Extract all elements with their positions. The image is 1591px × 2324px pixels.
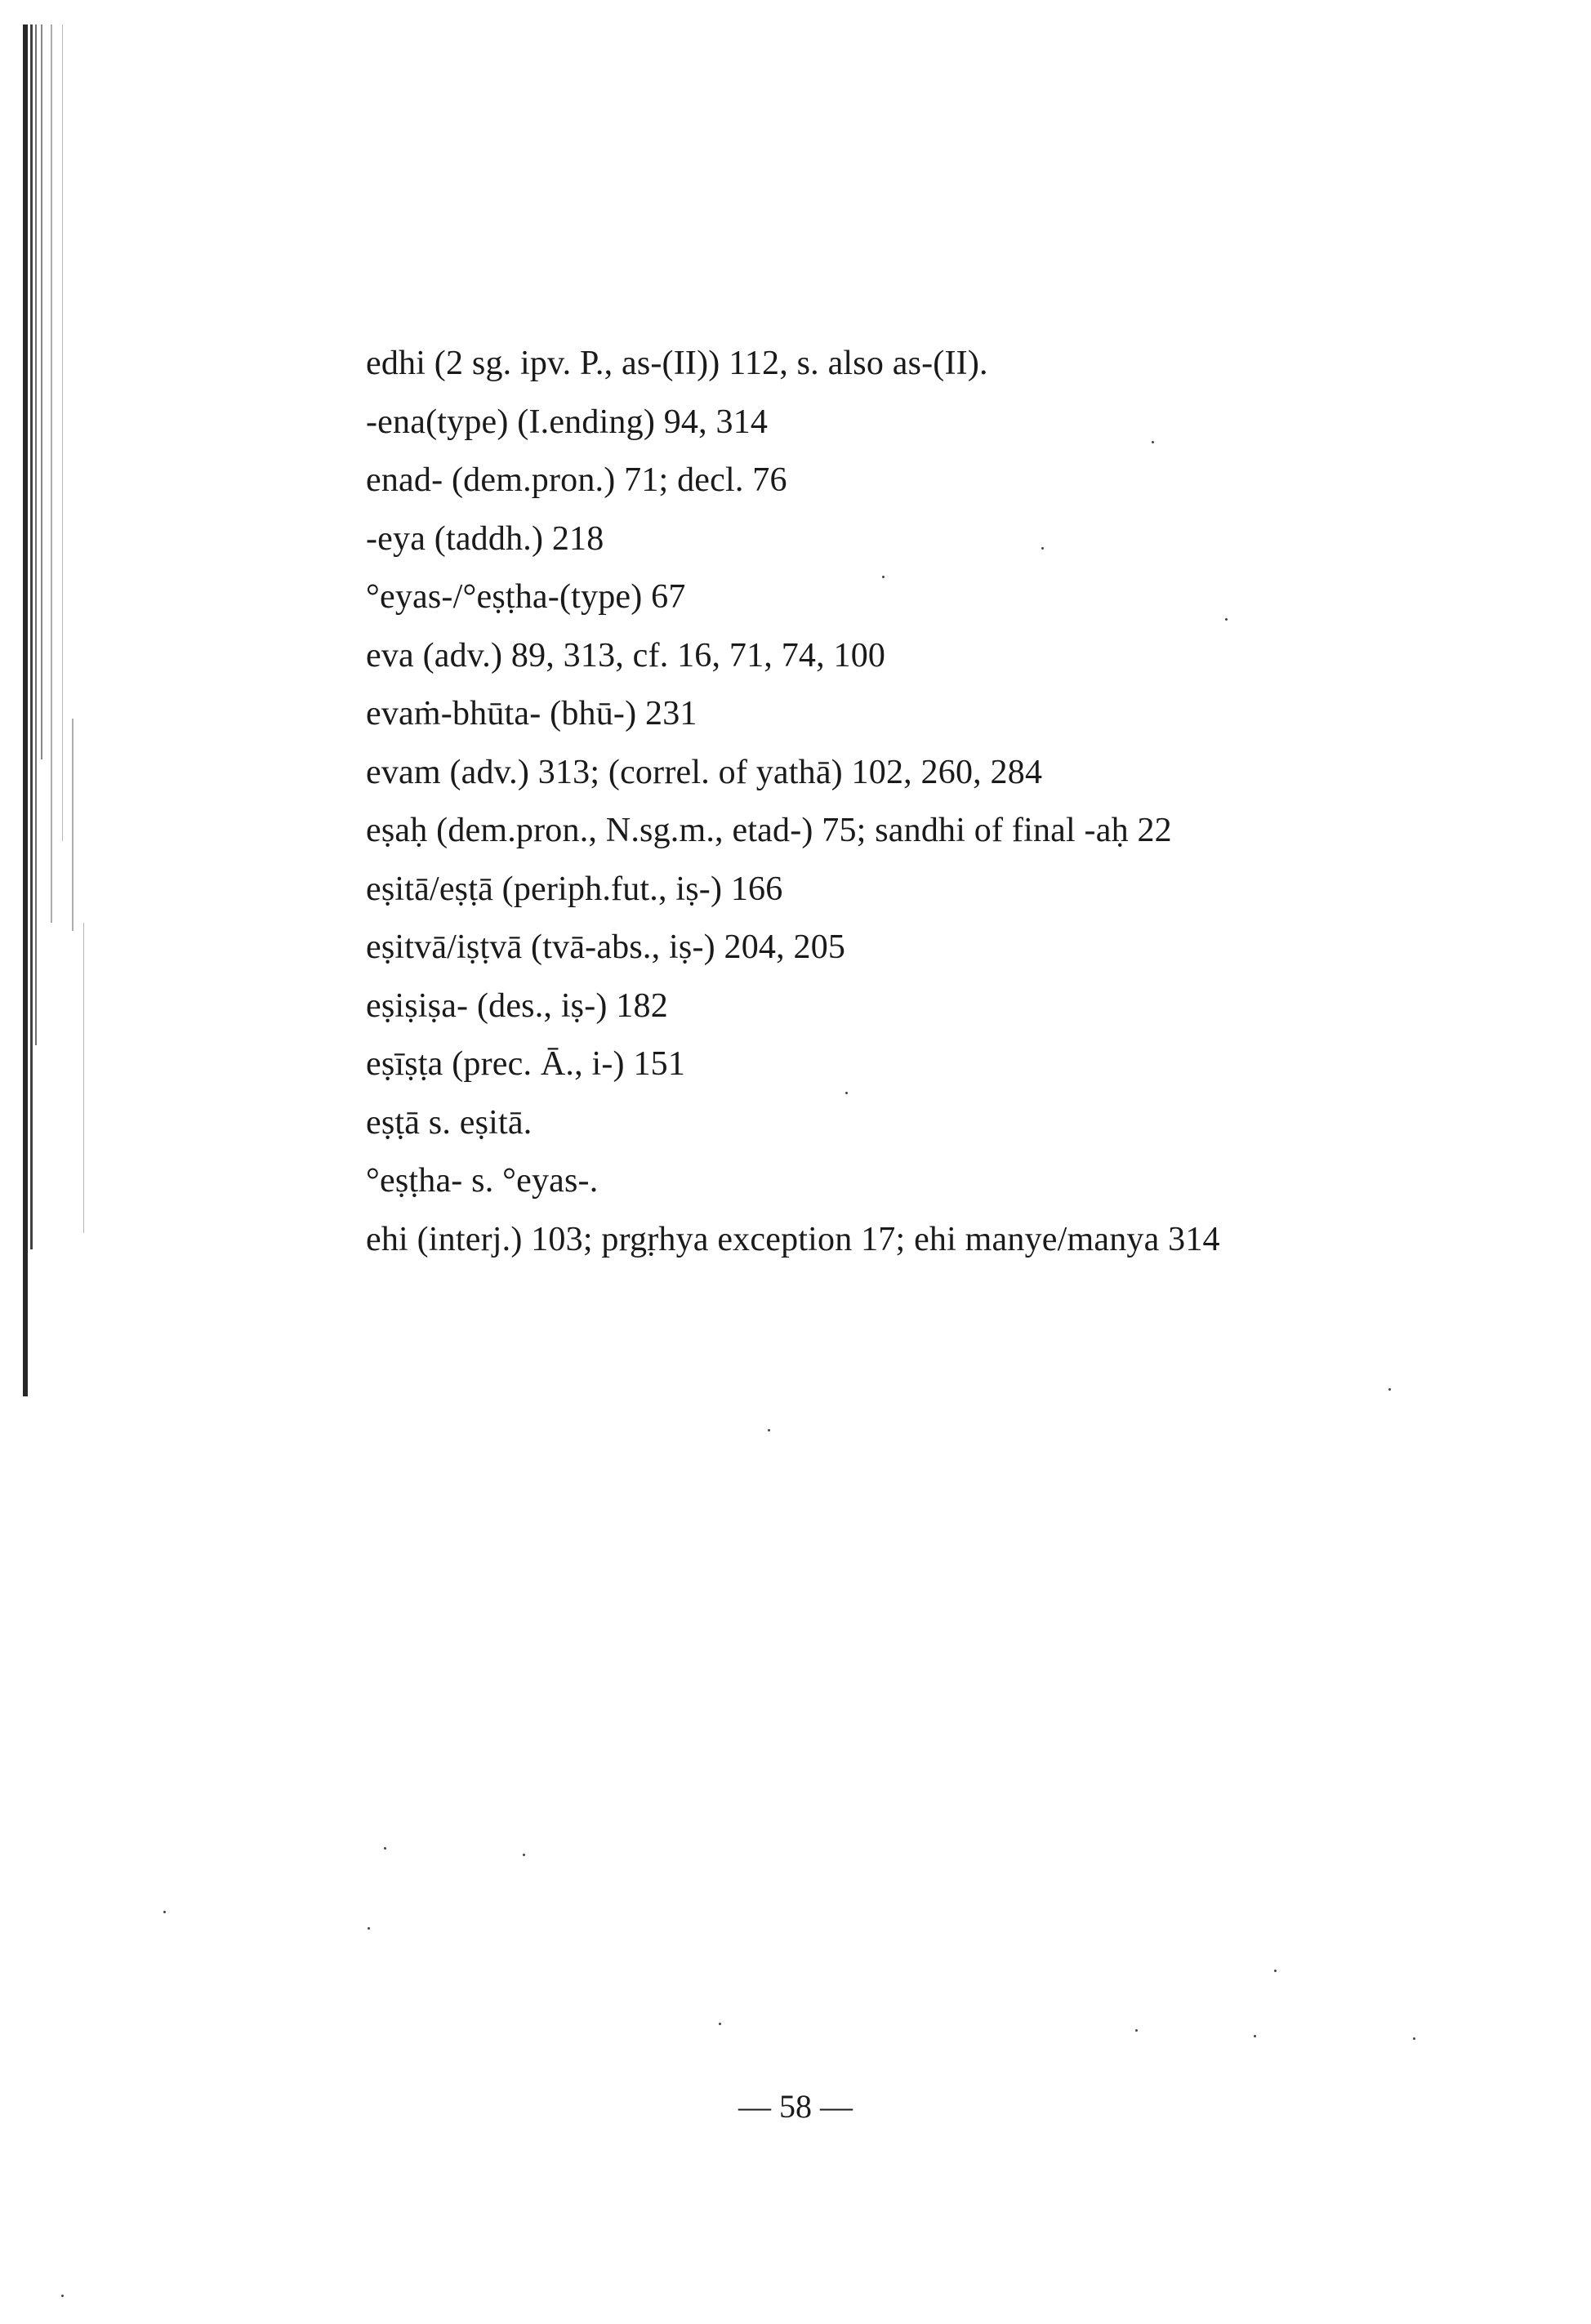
index-entry: enad- (dem.pron.) 71; decl. 76 [366,461,787,499]
index-entry: evaṁ-bhūta- (bhū-) 231 [366,695,697,732]
index-entry: eṣiṣiṣa- (des., iṣ-) 182 [366,986,668,1025]
index-entry: eṣīṣṭa (prec. Ā., i-) 151 [366,1045,686,1083]
scan-speck [845,1092,848,1094]
scan-speck [1388,1388,1391,1391]
index-entry: °eṣṭha- s. °eyas-. [366,1162,599,1200]
index-entry: °eyas-/°eṣṭha-(type) 67 [366,578,686,616]
scan-speck [384,1847,386,1850]
index-entry-list [366,335,1526,1269]
index-entry: edhi (2 sg. ipv. P., as-(II)) 112, s. also as-(II). [366,345,988,382]
scan-speck [1225,618,1228,621]
scan-speck [163,1911,166,1913]
scanned-binding-edge [23,24,96,1396]
index-entry: -eya (taddh.) 218 [366,519,604,558]
scan-speck [61,2295,64,2297]
index-entry: ehi (interj.) 103; prgṛhya exception 17; ehi manye/manya 314 [366,1220,1220,1258]
scan-speck [523,1854,525,1856]
scan-speck [1413,2037,1415,2040]
index-entry: eṣaḥ (dem.pron., N.sg.m., etad-) 75; sandhi of final -aḥ 22 [366,812,1172,849]
scan-speck [768,1429,770,1431]
scan-speck [719,2023,721,2025]
index-entry: eṣitvā/iṣṭvā (tvā-abs., iṣ-) 204, 205 [366,928,846,966]
index-entry: evam (adv.) 313; (correl. of yathā) 102, 260, 284 [366,753,1043,791]
scan-speck [1274,1970,1277,1972]
scan-speck [1135,2029,1138,2032]
scan-speck [1041,547,1044,550]
page-number: — 58 — [738,2088,853,2125]
index-entry: eṣitā/eṣṭā (periph.fut., iṣ-) 166 [366,870,783,908]
scan-speck [368,1927,370,1930]
index-entry: -ena(type) (I.ending) 94, 314 [366,403,769,441]
index-entry: eva (adv.) 89, 313, cf. 16, 71, 74, 100 [366,636,886,674]
index-entry: eṣṭā s. eṣitā. [366,1103,533,1142]
scan-speck [1152,441,1154,443]
scan-speck [1254,2035,1256,2037]
scan-speck [882,576,885,578]
